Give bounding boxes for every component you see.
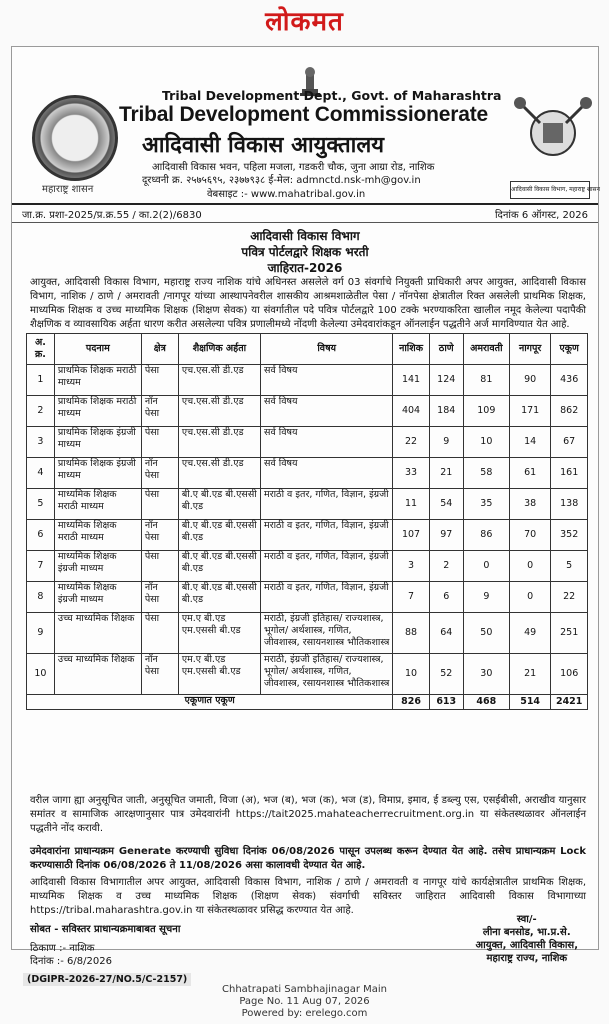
place-line: ठिकाण :- नाशिक — [30, 943, 95, 954]
col-amravati: अमरावती — [463, 334, 509, 365]
total-label: एकूणात एकूण — [27, 695, 393, 710]
tribal-emblem-caption: आदिवासी विकास विभाग, महाराष्ट्र शासन — [510, 181, 590, 199]
table-cell: 10 — [27, 654, 55, 695]
table-cell: मराठी व इतर, गणित, विज्ञान, इंग्रजी — [261, 551, 393, 582]
table-cell: 124 — [429, 365, 463, 396]
table-cell: प्राथमिक शिक्षक इंग्रजी माध्यम — [54, 458, 141, 489]
table-cell: एच.एस.सी डी.एड — [178, 396, 260, 427]
table-cell: नॉन पेसा — [141, 582, 178, 613]
tribal-art-icon — [510, 93, 596, 181]
total-cell: 468 — [463, 695, 509, 710]
divider — [12, 203, 598, 205]
newspaper-masthead — [0, 0, 609, 44]
table-cell: 11 — [393, 489, 429, 520]
table-cell: प्राथमिक शिक्षक मराठी माध्यम — [54, 396, 141, 427]
table-header-row — [27, 334, 588, 365]
table-cell: 171 — [509, 396, 550, 427]
footer-edition: Chhatrapati Sambhajinagar Main — [222, 984, 387, 995]
divider — [12, 222, 598, 223]
heading-department: आदिवासी विकास विभाग — [250, 229, 360, 243]
table-row — [27, 396, 588, 427]
table-cell: 81 — [463, 365, 509, 396]
table-cell: 9 — [463, 582, 509, 613]
reference-number: जा.क्र. प्रशा-2025/प्र.क्र.55 / का.2(2)/6830 — [22, 210, 202, 221]
table-cell: मराठी, इंग्रजी इतिहास/ राज्यशास्त्र, भूगोल/ अर्थशास्त्र, गणित, जीवशास्त्र, रसायनशास्त्र भौतिकशास्त्र — [261, 613, 393, 654]
col-total: एकूण — [551, 334, 588, 365]
table-cell: 52 — [429, 654, 463, 695]
table-cell: 5 — [27, 489, 55, 520]
table-cell: मराठी, इंग्रजी इतिहास/ राज्यशास्त्र, भूगोल/ अर्थशास्त्र, गणित, जीवशास्त्र, रसायनशास्त्र भौतिकशास्त्र — [261, 654, 393, 695]
table-cell: सर्व विषय — [261, 396, 393, 427]
table-cell: 0 — [463, 551, 509, 582]
table-cell: पेसा — [141, 613, 178, 654]
commissionerate-title-marathi: आदिवासी विकास आयुक्तालय — [142, 133, 385, 158]
table-cell: 9 — [429, 427, 463, 458]
col-nashik: नाशिक — [393, 334, 429, 365]
table-cell: माध्यमिक शिक्षक मराठी माध्यम — [54, 489, 141, 520]
table-cell: मराठी व इतर, गणित, विज्ञान, इंग्रजी — [261, 582, 393, 613]
table-cell: माध्यमिक शिक्षक मराठी माध्यम — [54, 520, 141, 551]
table-cell: 404 — [393, 396, 429, 427]
table-cell: 436 — [551, 365, 588, 396]
contact-line: दूरध्वनी क्र. २५७५६९५, २३७७९३८ ई-मेल: admnctd.nsk-mh@gov.in — [142, 175, 421, 186]
table-cell: 38 — [509, 489, 550, 520]
table-cell: 70 — [509, 520, 550, 551]
table-cell: 90 — [509, 365, 550, 396]
signatory-place: महाराष्ट्र राज्य, नाशिक — [486, 953, 568, 964]
table-cell: बी.ए बी.एड बी.एससी बी.एड — [178, 520, 260, 551]
table-cell: 9 — [27, 613, 55, 654]
table-cell: 21 — [509, 654, 550, 695]
signatory-title: आयुक्त, आदिवासी विकास, — [475, 940, 578, 951]
col-nagpur: नागपूर — [509, 334, 550, 365]
table-cell: 141 — [393, 365, 429, 396]
table-cell: 21 — [429, 458, 463, 489]
col-thane: ठाणे — [429, 334, 463, 365]
table-cell: 22 — [551, 582, 588, 613]
table-cell: माध्यमिक शिक्षक इंग्रजी माध्यम — [54, 551, 141, 582]
table-cell: 10 — [393, 654, 429, 695]
table-body — [27, 365, 588, 710]
table-cell: 61 — [509, 458, 550, 489]
maharashtra-emblem-icon — [32, 95, 118, 181]
table-cell: 50 — [463, 613, 509, 654]
table-cell: 88 — [393, 613, 429, 654]
table-cell: 67 — [551, 427, 588, 458]
table-cell: पेसा — [141, 551, 178, 582]
table-cell: 161 — [551, 458, 588, 489]
table-cell: 58 — [463, 458, 509, 489]
signature-mark: स्वा/- — [516, 914, 537, 925]
advertisement-clipping — [11, 46, 600, 985]
table-cell: 0 — [509, 551, 550, 582]
table-cell: 3 — [393, 551, 429, 582]
table-cell: मराठी व इतर, गणित, विज्ञान, इंग्रजी — [261, 520, 393, 551]
table-cell: उच्च माध्यमिक शिक्षक — [54, 613, 141, 654]
intro-paragraph: आयुक्त, आदिवासी विकास विभाग, महाराष्ट्र राज्य नाशिक यांचे अधिनस्त असलेले वर्ग 03 संवर्गाचे नियुक्ती प्राधिकारी अपर आयुक्त, आदिवासी विकास विभाग, नाशिक / ठाणे / अमरावती /नागपूर यांच्या आस्थापनेवरील शासकीय आश्रमशाळेतील पेसा / नॉनपेसा क्षेत्रातील रिक्त असलेली प्राथमिक शिक्षक, माध्यमिक शिक्षक व उच्च माध्यमिक शिक्षक (शिक्षण सेवक) या संवर्गातील पदे पवित्र पोर्टलद्वारे 100 टक्के भरण्याकरिता खालील नमूद केलेल्या पदापैकी शैक्षणिक व व्यावसायिक अर्हता धारण करीत असलेल्या पवित्र प्रणालीमध्ये नोंदणी केलेल्या उमेदवारांकडून ऑनलाईन पद्धतीने अर्ज मागविण्यात येत आहे. — [30, 277, 586, 330]
footer-page: Page No. 11 Aug 07, 2026 — [239, 996, 370, 1007]
table-cell: 2 — [27, 396, 55, 427]
table-cell: 49 — [509, 613, 550, 654]
table-cell: 10 — [463, 427, 509, 458]
table-cell: बी.ए बी.एड बी.एससी बी.एड — [178, 489, 260, 520]
table-cell: एच.एस.सी डी.एड — [178, 427, 260, 458]
table-cell: 8 — [27, 582, 55, 613]
table-cell: प्राथमिक शिक्षक मराठी माध्यम — [54, 365, 141, 396]
heading-advertisement: जाहिरात-2026 — [267, 261, 343, 275]
col-subject: विषय — [261, 334, 393, 365]
website-line: वेबसाइट :- www.mahatribal.gov.in — [207, 189, 366, 200]
total-cell: 826 — [393, 695, 429, 710]
table-cell: एम.ए बी.एड एम.एससी बी.एड — [178, 613, 260, 654]
table-cell: 109 — [463, 396, 509, 427]
issue-date: दिनांक 6 ऑगस्ट, 2026 — [494, 210, 588, 221]
table-cell: 64 — [429, 613, 463, 654]
details-paragraph: आदिवासी विकास विभागातील अपर आयुक्त, आदिवासी विकास विभाग, नाशिक / ठाणे / अमरावती व नागपूर यांचे कार्यक्षेत्रातील प्राथमिक शिक्षक, माध्यमिक शिक्षक व उच्च माध्यमिक शिक्षक (शिक्षण सेवक) संवर्गाची सविस्तर जाहिरात आदिवासी विकास विभागाच्या https://tribal.maharashtra.gov.in या संकेतस्थळावर प्रसिद्ध करण्यात येत आहे. — [30, 877, 586, 916]
reservation-paragraph: वरील जागा ह्या अनुसूचित जाती, अनुसूचित जमाती, विजा (अ), भज (ब), भज (क), भज (ड), विमाप्र, इमाव, ई डब्ल्यु एस, एसईबीसी, अराखीव यानुसार समांतर व सामाजिक आरक्षणानुसार पात्र उमेदवारांनी https://tait2025.mahateacherrecruitment.org.in या संकेतस्थळावर ऑनलाईन पद्धतीने नोंद करावी. — [30, 795, 586, 834]
table-row — [27, 458, 588, 489]
table-row — [27, 613, 588, 654]
table-cell: पेसा — [141, 489, 178, 520]
table-cell: 107 — [393, 520, 429, 551]
table-cell: बी.ए बी.एड बी.एससी बी.एड — [178, 582, 260, 613]
emblem-caption: महाराष्ट्र शासन — [42, 184, 94, 195]
table-cell: 2 — [429, 551, 463, 582]
table-total-row — [27, 695, 588, 710]
table-cell: नॉन पेसा — [141, 396, 178, 427]
table-row — [27, 520, 588, 551]
table-cell: सर्व विषय — [261, 458, 393, 489]
dgipr-code: (DGIPR-2026-27/NO.5/C-2157) — [23, 973, 191, 986]
table-cell: 33 — [393, 458, 429, 489]
table-cell: 14 — [509, 427, 550, 458]
total-cell: 514 — [509, 695, 550, 710]
lokmat-logo: लोकमत — [265, 7, 344, 37]
letterhead — [12, 47, 598, 205]
signatory-name: लीना बनसोड, भा.प्र.से. — [482, 927, 571, 938]
table-cell: 7 — [27, 551, 55, 582]
table-cell: 97 — [429, 520, 463, 551]
table-cell: नॉन पेसा — [141, 520, 178, 551]
col-sr: अ. क्र. — [27, 334, 55, 365]
table-cell: 22 — [393, 427, 429, 458]
table-cell: माध्यमिक शिक्षक इंग्रजी माध्यम — [54, 582, 141, 613]
table-cell: नॉन पेसा — [141, 458, 178, 489]
preference-paragraph: उमेदवारांना प्राधान्यक्रम Generate करण्याची सुविधा दिनांक 06/08/2026 पासून उपलब्ध करून देण्यात येत आहे. तसेच प्राधान्यक्रम Lock करण्यासाठी दिनांक 06/08/2026 ते 11/08/2026 असा कालावधी देण्यात येत आहे. — [30, 846, 586, 871]
commissionerate-title: Tribal Development Commissionerate — [119, 103, 488, 126]
table-cell: 3 — [27, 427, 55, 458]
table-cell: पेसा — [141, 365, 178, 396]
enclosure-note: सोबत - सविस्तर प्राधान्यक्रमाबाबत सूचना — [30, 924, 181, 935]
table-cell: 86 — [463, 520, 509, 551]
table-cell: प्राथमिक शिक्षक इंग्रजी माध्यम — [54, 427, 141, 458]
total-cell: 2421 — [551, 695, 588, 710]
table-cell: 862 — [551, 396, 588, 427]
table-cell: 0 — [509, 582, 550, 613]
footer-powered: Powered by: erelego.com — [241, 1008, 368, 1019]
address: आदिवासी विकास भवन, पहिला मजला, गडकरी चौक, जुना आग्रा रोड, नाशिक — [152, 162, 435, 173]
table-row — [27, 654, 588, 695]
table-cell: 54 — [429, 489, 463, 520]
table-cell: उच्च माध्यमिक शिक्षक — [54, 654, 141, 695]
tribal-dept-emblem-icon — [510, 93, 600, 199]
table-row — [27, 365, 588, 396]
table-row — [27, 551, 588, 582]
table-cell: 1 — [27, 365, 55, 396]
table-row — [27, 582, 588, 613]
vacancy-table — [26, 333, 588, 710]
col-qualification: शैक्षणिक अर्हता — [178, 334, 260, 365]
table-cell: 4 — [27, 458, 55, 489]
signature-block — [476, 913, 578, 965]
table-cell: 30 — [463, 654, 509, 695]
table-cell: 352 — [551, 520, 588, 551]
date-line: दिनांक :- 6/8/2026 — [30, 956, 112, 967]
table-cell: 184 — [429, 396, 463, 427]
table-cell: पेसा — [141, 427, 178, 458]
table-cell: मराठी व इतर, गणित, विज्ञान, इंग्रजी — [261, 489, 393, 520]
department-name: Tribal Development Dept., Govt. of Maharashtra — [162, 88, 502, 103]
col-post: पदनाम — [54, 334, 141, 365]
table-cell: सर्व विषय — [261, 427, 393, 458]
table-row — [27, 489, 588, 520]
table-cell: 35 — [463, 489, 509, 520]
table-cell: एच.एस.सी डी.एड — [178, 458, 260, 489]
total-cell: 613 — [429, 695, 463, 710]
table-cell: 6 — [27, 520, 55, 551]
table-cell: बी.ए बी.एड बी.एससी बी.एड — [178, 551, 260, 582]
heading-recruitment: पवित्र पोर्टलद्वारे शिक्षक भरती — [241, 245, 369, 259]
table-row — [27, 427, 588, 458]
table-cell: 251 — [551, 613, 588, 654]
table-cell: एच.एस.सी डी.एड — [178, 365, 260, 396]
table-cell: 138 — [551, 489, 588, 520]
table-cell: 5 — [551, 551, 588, 582]
table-cell: 7 — [393, 582, 429, 613]
table-cell: एम.ए बी.एड एम.एससी बी.एड — [178, 654, 260, 695]
col-area: क्षेत्र — [141, 334, 178, 365]
table-cell: 106 — [551, 654, 588, 695]
table-cell: नॉन पेसा — [141, 654, 178, 695]
table-cell: 6 — [429, 582, 463, 613]
table-cell: सर्व विषय — [261, 365, 393, 396]
